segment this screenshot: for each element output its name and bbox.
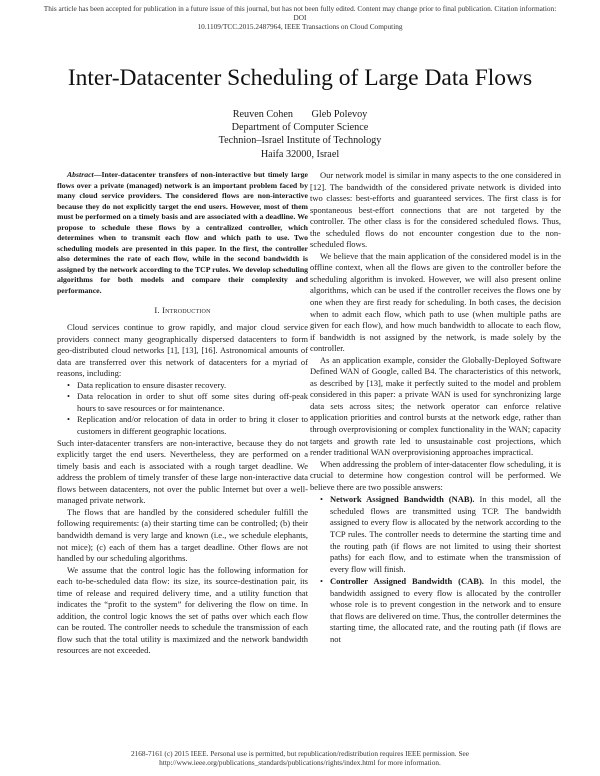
list-item <box>67 380 308 392</box>
list-item <box>67 391 308 414</box>
bullet-icon: • <box>320 576 323 587</box>
abstract-text: —Inter-datacenter transfers of non-interactive but timely large flows over a private (managed) network is an important problem faced by many cloud service providers. The considered flows are non-interactive because they do not explicitly target the end users. However, most of them must be performed on a timely basis and are associated with a deadline. We propose to schedule these flows by a centralized controller, which determines when to transmit each flow and which path to use. Two scheduling models are presented in this paper. In the first, the controller also determines the rate of each flow, while in the second bandwidth is assigned by the network according to the TCP rules. We develop scheduling algorithms for both models and compare their complexity and performance. <box>57 170 308 296</box>
copyright-line-1: 2168-7161 (c) 2015 IEEE. Personal use is permitted, but republication/redistribution requires IEEE permission. See <box>130 749 469 758</box>
author-address: Haifa 32000, Israel <box>260 148 340 160</box>
author-names <box>0 108 600 121</box>
list-item <box>67 414 308 437</box>
author-department: Department of Computer Science <box>231 122 369 134</box>
right-paragraph-1: Our network model is similar in many aspects to the one considered in [12]. The bandwidth of the considered private network is divided into two classes: best-efforts and guaranteed services. The first class is for spontaneous best-effort connections that are not targeted by the controller. The other class is for the considered scheduled flows. Thus, the scheduled flows do not encounter congestion due to the non-scheduled flows. <box>310 170 561 250</box>
intro-bullet-list <box>57 380 308 438</box>
section-number: I. <box>154 304 160 315</box>
copyright-footer <box>40 749 560 767</box>
right-column <box>310 170 561 645</box>
bullet-icon: • <box>67 379 70 390</box>
list-item-text: Data replication to ensure disaster recovery. <box>77 379 227 390</box>
intro-paragraph-2: Such inter-datacenter transfers are non-interactive, because they do not explicitly target the end users. Nevertheless, they are performed on a timely basis and each is associated with a rough target deadline. We address the problem of timely transfer of these large non-interactive data flows between datacenters, not over the public Internet but over a well-managed private network. <box>57 437 308 506</box>
bullet-icon: • <box>67 414 70 425</box>
section-title: Introduction <box>162 304 211 315</box>
abstract-label: Abstract <box>67 170 94 179</box>
left-column <box>57 170 308 657</box>
model-text: In this model, the bandwidth assigned to every flow is allocated by the controller whose role is to prevent congestion in the network and to ensure that flows are delivered on time. Thus, the controller determines the starting time, the allocated rate, and the routing path (if flows are not <box>330 576 561 644</box>
author-block <box>0 108 600 161</box>
list-item-text: Replication and/or relocation of data in order to bring it closer to customers in different geographic locations. <box>77 414 308 437</box>
intro-paragraph-1: Cloud services continue to grow rapidly, and major cloud service providers connect many geographically dispersed datacenters to form geo-distributed cloud networks [1], [13], [16]. Astronomical amounts of data are transferred over this network of datacenters for a myriad of reasons, including: <box>57 322 308 379</box>
abstract <box>57 170 308 297</box>
publication-notice-line-2: 10.1109/TCC.2015.2487964, IEEE Transactions on Cloud Computing <box>197 22 403 31</box>
bullet-icon: • <box>67 391 70 402</box>
publication-notice <box>40 4 560 31</box>
model-name: Controller Assigned Bandwidth (CAB). <box>330 576 484 587</box>
copyright-line-2: http://www.ieee.org/publications_standards/publications/rights/index.html for more information. <box>159 758 441 767</box>
intro-paragraph-3: The flows that are handled by the considered scheduler fulfill the following requirements: (a) their starting time can be controlled; (b) their bandwidth demand is very large and known (i.e., we schedule elephants, not mice); (c) each of them has a target deadline. Other flows are not handled by our scheduling algorithms. <box>57 506 308 564</box>
author-institute: Technion–Israel Institute of Technology <box>218 135 382 147</box>
section-heading-introduction <box>57 305 308 317</box>
publication-notice-line-1: This article has been accepted for publication in a future issue of this journal, but has not been fully edited. Content may change prior to final publication. Citation information: DOI <box>43 4 557 22</box>
model-bullet-list <box>310 494 561 645</box>
author-name: Reuven Cohen <box>232 109 293 120</box>
paper-title: Inter-Datacenter Scheduling of Large Data Flows <box>67 65 533 91</box>
right-paragraph-2: We believe that the main application of the considered model is in the offline context, when all the flows are given to the controller before the scheduling algorithm is invoked. However, we will also present online algorithms, which can be used if the controller receives the flows one by one when they are first ready for scheduling. In both cases, the decision when to admit each flow, which path to use (when multiple paths are given for each flow), and how much bandwidth to allocate to each flow, if bandwidth is not assigned by the network, is made solely by the controller. <box>310 250 561 354</box>
model-text: In this model, all the scheduled flows are transmitted using TCP. The bandwidth assigned to every flow is allocated by the network according to the TCP rules. The controller needs to determine the starting time and the routing path (if flows are not limited to using their shortest paths) for each flow, and to estimate when the transmission of every flow will finish. <box>330 494 561 574</box>
right-paragraph-4: When addressing the problem of inter-datacenter flow scheduling, it is crucial to determine how congestion control will be performed. We believe there are two possible answers: <box>310 458 561 492</box>
list-item-text: Data relocation in order to shut off some sites during off-peak hours to save resources or for maintenance. <box>77 391 308 413</box>
list-item <box>320 494 561 575</box>
model-name: Network Assigned Bandwidth (NAB). <box>330 494 475 505</box>
bullet-icon: • <box>320 494 323 505</box>
list-item <box>320 576 561 645</box>
intro-paragraph-4: We assume that the control logic has the following information for each to-be-scheduled data flow: its size, its source-destination pair, its time of release and required delivery time, and a utility function that indicates the “profit to the system” for delivering the flow on time. In addition, the control logic knows the set of paths over which each flow can be routed. The controller needs to schedule the transmission of each flow such that the total utility is maximized and the network bandwidth resources are not exceeded. <box>57 564 308 656</box>
author-name: Gleb Polevoy <box>311 109 368 120</box>
right-paragraph-3: As an application example, consider the Globally-Deployed Software Defined WAN of Google, called B4. The characteristics of this network, as described by [13], make it perfectly suited to the model and problem considered in this paper: a private WAN is used for synchronizing large data sets across sites; the network operator can enforce relative application priorities and control bursts at the network edge, rather than through overprovisioning or complex functionality in the WAN; capacity targets and growth rate led to unsustainable cost projections, which render traditional WAN overprovisioning approaches impractical. <box>310 354 561 458</box>
